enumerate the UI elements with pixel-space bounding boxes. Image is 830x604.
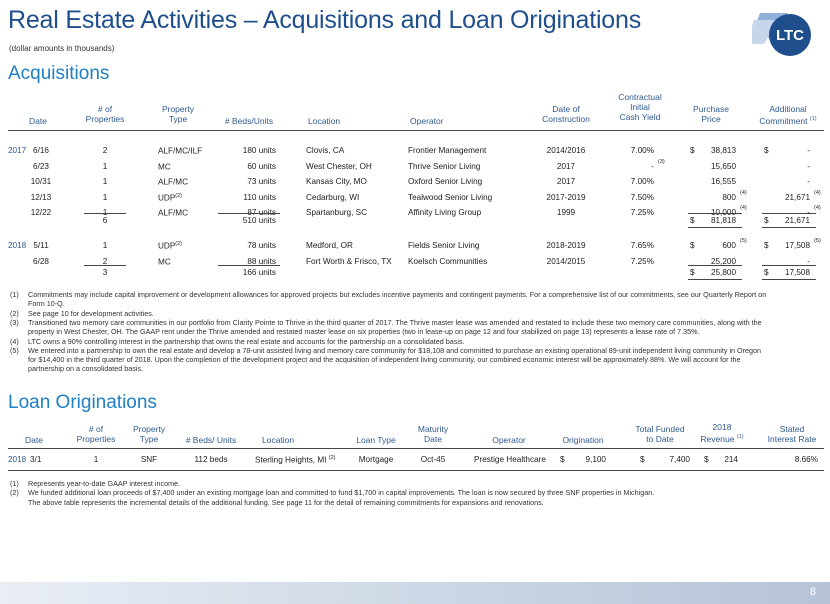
row-properties: 2: [102, 256, 108, 266]
col-location: Location: [308, 116, 341, 126]
total-commitment: 21,671: [784, 216, 810, 225]
row-price-note: (4): [740, 189, 747, 196]
loan-col-properties-line1: # of: [88, 424, 104, 434]
loan-col-properties: [70, 424, 122, 444]
total-beds: 166 units: [242, 268, 276, 277]
row-location: Kansas City, MO: [306, 177, 367, 186]
loan-col-rate: [760, 424, 824, 444]
col-purchase-price: [686, 104, 736, 124]
row-beds: 78 units: [247, 241, 276, 250]
row-date: 6/28: [33, 256, 49, 266]
row-price-note: (5): [740, 238, 747, 244]
col-date: Date: [29, 116, 47, 126]
col-construction: [535, 104, 597, 124]
loans-bottom-rule: [8, 470, 824, 471]
row-yield: 7.00%: [630, 146, 654, 155]
col-construction-line1: Date of: [552, 104, 580, 114]
row-date: 10/31: [30, 177, 52, 186]
loan-col-revenue-line2: [696, 432, 748, 444]
row-type: [158, 193, 182, 203]
page-number: 8: [809, 586, 816, 598]
footnote-text: Represents year-to-date GAAP interest income.: [28, 479, 181, 488]
row-location: Fort Worth & Frisco, TX: [306, 256, 392, 266]
col-construction-line2: Construction: [542, 114, 590, 124]
footnote-continuation: for $14,400 in the third quarter of 2018. Upon the completion of the development project and the acquisition of independent living community, our combined economic interest will be approximately 88%. We will account for the: [28, 355, 741, 365]
total-rule-properties: [84, 213, 126, 214]
row-price: 15,650: [710, 161, 736, 171]
total-rule-properties: [84, 265, 126, 266]
footnote-continuation: The above table represents the incremental details of the additional funding. See page 11 for the detail of remaining commitments for expansions and renovations.: [28, 497, 544, 507]
row-construction: 2014/2015: [546, 256, 586, 266]
row-type: [158, 257, 171, 267]
loan-row-beds: 112 beds: [194, 455, 228, 464]
row-type-text: MC: [158, 162, 171, 172]
row-properties: 1: [102, 177, 108, 186]
row-type-text: ALF/MC/ILF: [158, 146, 203, 156]
total-properties: 6: [102, 216, 108, 225]
loan-col-property-type-line1: Property: [132, 424, 166, 434]
row-properties: 1: [102, 192, 108, 202]
row-date: 12/22: [30, 208, 52, 217]
total-underline-commitment: [762, 227, 816, 228]
total-price: 25,800: [710, 268, 736, 277]
row-year: 2017: [8, 146, 27, 155]
loan-col-revenue-line1: 2018: [712, 422, 732, 432]
row-type-text: MC: [158, 257, 171, 267]
loan-row-funded-currency: $: [640, 455, 645, 464]
row-type: [158, 162, 171, 172]
loan-col-rate-line1: Stated: [779, 424, 805, 434]
row-price: 38,813: [710, 146, 736, 155]
footnote-number: (1): [10, 479, 19, 488]
loan-row-date: 3/1: [30, 455, 42, 464]
row-properties: 1: [102, 241, 108, 250]
col-purchase-price-line2: Price: [701, 114, 721, 124]
loan-row-orig-currency: $: [560, 455, 565, 464]
row-beds: 73 units: [247, 177, 276, 186]
loan-col-operator: Operator: [492, 435, 526, 445]
footnote-text: We funded additional loan proceeds of $7,400 under an existing mortgage loan and committed to fund $1,700 in capital improvements. The loan is now secured by three SNF properties in Michigan.: [28, 488, 655, 498]
total-underline-price: [688, 227, 742, 228]
col-cash-yield-line2: Initial: [630, 102, 650, 112]
logo-small-text: REIT: [800, 45, 812, 57]
row-date: 6/23: [33, 161, 49, 171]
loan-row-origination: 9,100: [585, 455, 606, 464]
loan-col-rate-line2: Interest Rate: [767, 434, 817, 444]
total-commit-currency: $: [764, 216, 769, 225]
loan-col-revenue-label: Revenue: [700, 433, 735, 444]
total-rule-price: [688, 265, 742, 266]
row-type: [158, 208, 188, 218]
loan-row-rev-currency: $: [704, 455, 709, 464]
footnote-number: (2): [10, 308, 19, 318]
row-commitment: -: [807, 177, 810, 186]
row-price: 800: [722, 192, 736, 202]
col-property-type-line1: Property: [161, 104, 195, 114]
loan-row-location-note: (2): [328, 455, 336, 461]
col-property-type: [148, 104, 208, 124]
total-commit-currency: $: [764, 268, 769, 277]
row-price: 25,200: [710, 256, 736, 266]
row-operator: Oxford Senior Living: [408, 177, 483, 186]
row-commitment: 21,671: [784, 192, 810, 202]
row-location: Medford, OR: [306, 241, 353, 250]
col-properties-line1: # of: [97, 104, 113, 114]
row-operator: Koelsch Communities: [408, 256, 488, 266]
row-operator: Affinity Living Group: [408, 208, 482, 217]
loan-row-funded: 7,400: [669, 455, 690, 464]
col-operator: Operator: [410, 116, 444, 126]
footnote-continuation: property in West Chester, OH. The GAAP rent under the Thrive amended and restated master lease on six properties (two in lease-up on page 12 and four stabilized on page 13) represents a lease rate of 7.35%.: [28, 327, 700, 337]
total-rule-commitment: [762, 213, 816, 214]
row-operator: Frontier Management: [408, 146, 487, 155]
page-title: Real Estate Activities – Acquisitions and Loan Originations: [8, 6, 642, 34]
col-cash-yield-line3: Cash Yield: [619, 112, 661, 122]
page-subtitle: (dollar amounts in thousands): [9, 44, 115, 53]
row-yield: 7.65%: [630, 241, 654, 250]
loan-col-funded-line2: to Date: [646, 434, 674, 444]
row-date: 12/13: [30, 192, 52, 202]
row-yield: 7.25%: [630, 256, 654, 266]
row-date: 5/11: [33, 241, 49, 250]
col-properties: [77, 104, 133, 124]
loan-originations-heading: Loan Originations: [8, 392, 157, 413]
loan-row-type: SNF: [140, 455, 158, 464]
row-properties: 1: [102, 161, 108, 171]
col-cash-yield: [610, 92, 670, 122]
row-commit-note: (4): [814, 205, 821, 211]
row-beds: 110 units: [243, 192, 276, 202]
footnote-number: (4): [10, 336, 19, 346]
row-price: 16,555: [710, 177, 736, 186]
footnote-text: We entered into a partnership to own the real estate and develop a 78-unit assisted living and memory care community for $18,108 and committed to purchase an existing operational 89-unit independent living community in Oregon: [28, 345, 762, 355]
loan-col-revenue-note: (1): [736, 434, 744, 440]
row-commitment: -: [807, 146, 810, 155]
footnote-number: (1): [10, 290, 19, 299]
row-type-text: ALF/MC: [158, 208, 189, 218]
total-price-currency: $: [690, 216, 695, 225]
footer-band: [0, 582, 830, 604]
loan-col-date: Date: [25, 435, 43, 445]
col-property-type-line2: Type: [168, 114, 188, 124]
loan-col-property-type: [128, 424, 170, 444]
col-commitment-line2: [752, 114, 824, 126]
row-commitment: -: [807, 256, 810, 266]
row-operator: Tealwood Senior Living: [408, 192, 493, 202]
row-date: 6/16: [33, 146, 49, 155]
total-underline-price: [688, 279, 742, 280]
loan-row-rate: 8.66%: [794, 455, 818, 464]
loan-row-operator: Prestige Healthcare: [474, 455, 546, 464]
loan-col-maturity: [408, 424, 458, 444]
row-year: 2018: [8, 241, 27, 250]
row-operator: Fields Senior Living: [408, 241, 480, 250]
loan-row-revenue: 214: [724, 455, 738, 464]
loan-col-maturity-line2: Date: [424, 434, 442, 444]
footnote-text: Transitioned two memory care communities in our portfolio from Clarity Pointe to Thrive in the third quarter of 2017. The Thrive master lease was amended and restated to include these two memory care communities, along with the: [28, 317, 762, 327]
loan-row-location: [255, 455, 335, 465]
row-location: Clovis, CA: [306, 146, 345, 155]
col-commitment-label: Commitment: [759, 115, 808, 126]
row-price-currency: $: [690, 146, 695, 155]
col-commitment-note: (1): [809, 116, 817, 122]
row-beds: 180 units: [242, 146, 276, 155]
row-type-text: ALF/MC: [158, 177, 189, 187]
row-type-text: UDP: [158, 241, 176, 251]
row-beds: 60 units: [247, 161, 276, 171]
loan-row-year: 2018: [8, 455, 27, 464]
total-rule-beds: [218, 265, 280, 266]
loan-row-properties: 1: [93, 455, 99, 464]
total-price: 81,818: [710, 216, 736, 225]
row-type-note: (2): [175, 241, 183, 247]
col-purchase-price-line1: Purchase: [693, 104, 729, 114]
loan-row-location-text: Sterling Heights, MI: [255, 455, 327, 465]
footnote-number: (2): [10, 488, 19, 498]
row-type-note: (2): [175, 192, 183, 199]
row-construction: 2017: [556, 161, 576, 171]
row-type: [158, 177, 188, 187]
row-commitment: -: [807, 161, 810, 171]
row-type: [158, 241, 182, 251]
total-rule-commitment: [762, 265, 816, 266]
logo-text: LTC: [775, 27, 805, 44]
row-type-text: UDP: [158, 193, 176, 203]
total-properties: 3: [102, 268, 108, 277]
col-properties-line2: Properties: [85, 114, 125, 124]
total-underline-commitment: [762, 279, 816, 280]
loan-col-funded: [628, 424, 692, 444]
row-commit-note: (5): [814, 238, 821, 244]
loan-col-revenue: [696, 422, 748, 444]
ltc-logo: [752, 10, 818, 60]
loan-col-funded-line1: Total Funded: [635, 424, 685, 434]
footnote-number: (3): [10, 317, 19, 327]
row-price-note: (4): [740, 205, 747, 211]
footnote-continuation: Form 10-Q.: [28, 299, 65, 309]
footnote-continuation: partnership on a consolidated basis.: [28, 364, 144, 374]
row-location: Cedarburg, WI: [306, 192, 360, 202]
loans-header-rule: [8, 448, 824, 449]
row-yield: 7.00%: [630, 177, 654, 186]
row-construction: 2017: [556, 177, 576, 186]
footnote-text: See page 10 for development activities.: [28, 308, 154, 318]
row-commit-currency: $: [764, 146, 769, 155]
col-cash-yield-line1: Contractual: [618, 92, 662, 102]
total-beds: 510 units: [242, 216, 276, 225]
loan-col-loan-type: Loan Type: [356, 435, 396, 445]
total-rule-beds: [218, 213, 280, 214]
footnote-text: LTC owns a 90% controlling interest in the partnership that owns the real estate and accounts for the partnership on a consolidated basis.: [28, 336, 465, 346]
row-price: 600: [722, 241, 736, 250]
row-properties: 2: [102, 146, 108, 155]
row-construction: 2017-2019: [546, 192, 586, 202]
row-location: West Chester, OH: [306, 161, 372, 171]
row-commit-currency: $: [764, 241, 769, 250]
footnote-number: (5): [10, 345, 19, 355]
row-yield: 7.25%: [630, 208, 654, 217]
loan-col-properties-line2: Properties: [76, 434, 116, 444]
row-yield: -: [651, 161, 654, 171]
total-price-currency: $: [690, 268, 695, 277]
loan-col-location: Location: [262, 435, 295, 445]
row-beds: 88 units: [247, 256, 276, 266]
col-beds-units: # Beds/Units: [224, 116, 274, 126]
row-price-currency: $: [690, 241, 695, 250]
acquisitions-heading: Acquisitions: [8, 63, 110, 84]
col-commitment: [752, 104, 824, 126]
loan-col-beds: # Beds/ Units: [185, 435, 237, 445]
row-type: [158, 146, 202, 156]
row-location: Spartanburg, SC: [306, 208, 367, 217]
row-commitment: 17,508: [784, 241, 810, 250]
row-yield: 7.50%: [630, 192, 654, 202]
col-commitment-line1: Additional: [769, 104, 807, 114]
loan-row-maturity: Oct-45: [420, 455, 446, 464]
row-commit-note: (4): [814, 189, 821, 196]
row-construction: 1999: [556, 208, 576, 217]
row-yield-note: (3): [658, 158, 665, 165]
acquisitions-header-rule: [8, 130, 824, 131]
row-construction: 2018-2019: [546, 241, 586, 250]
loan-col-origination: Origination: [562, 435, 604, 445]
footnote-text: Commitments may include capital improvement or development allowances for approved projects but excludes incentive payments and contingent payments. For a comprehensive list of our commitments, see our Quarterly Report on: [28, 290, 767, 299]
row-operator: Thrive Senior Living: [408, 161, 481, 171]
total-commitment: 17,508: [784, 268, 810, 277]
row-construction: 2014/2016: [546, 146, 586, 155]
loan-col-maturity-line1: Maturity: [417, 424, 449, 434]
loan-row-loan-type: Mortgage: [358, 455, 394, 464]
loan-col-property-type-line2: Type: [139, 434, 159, 444]
total-rule-price: [688, 213, 742, 214]
